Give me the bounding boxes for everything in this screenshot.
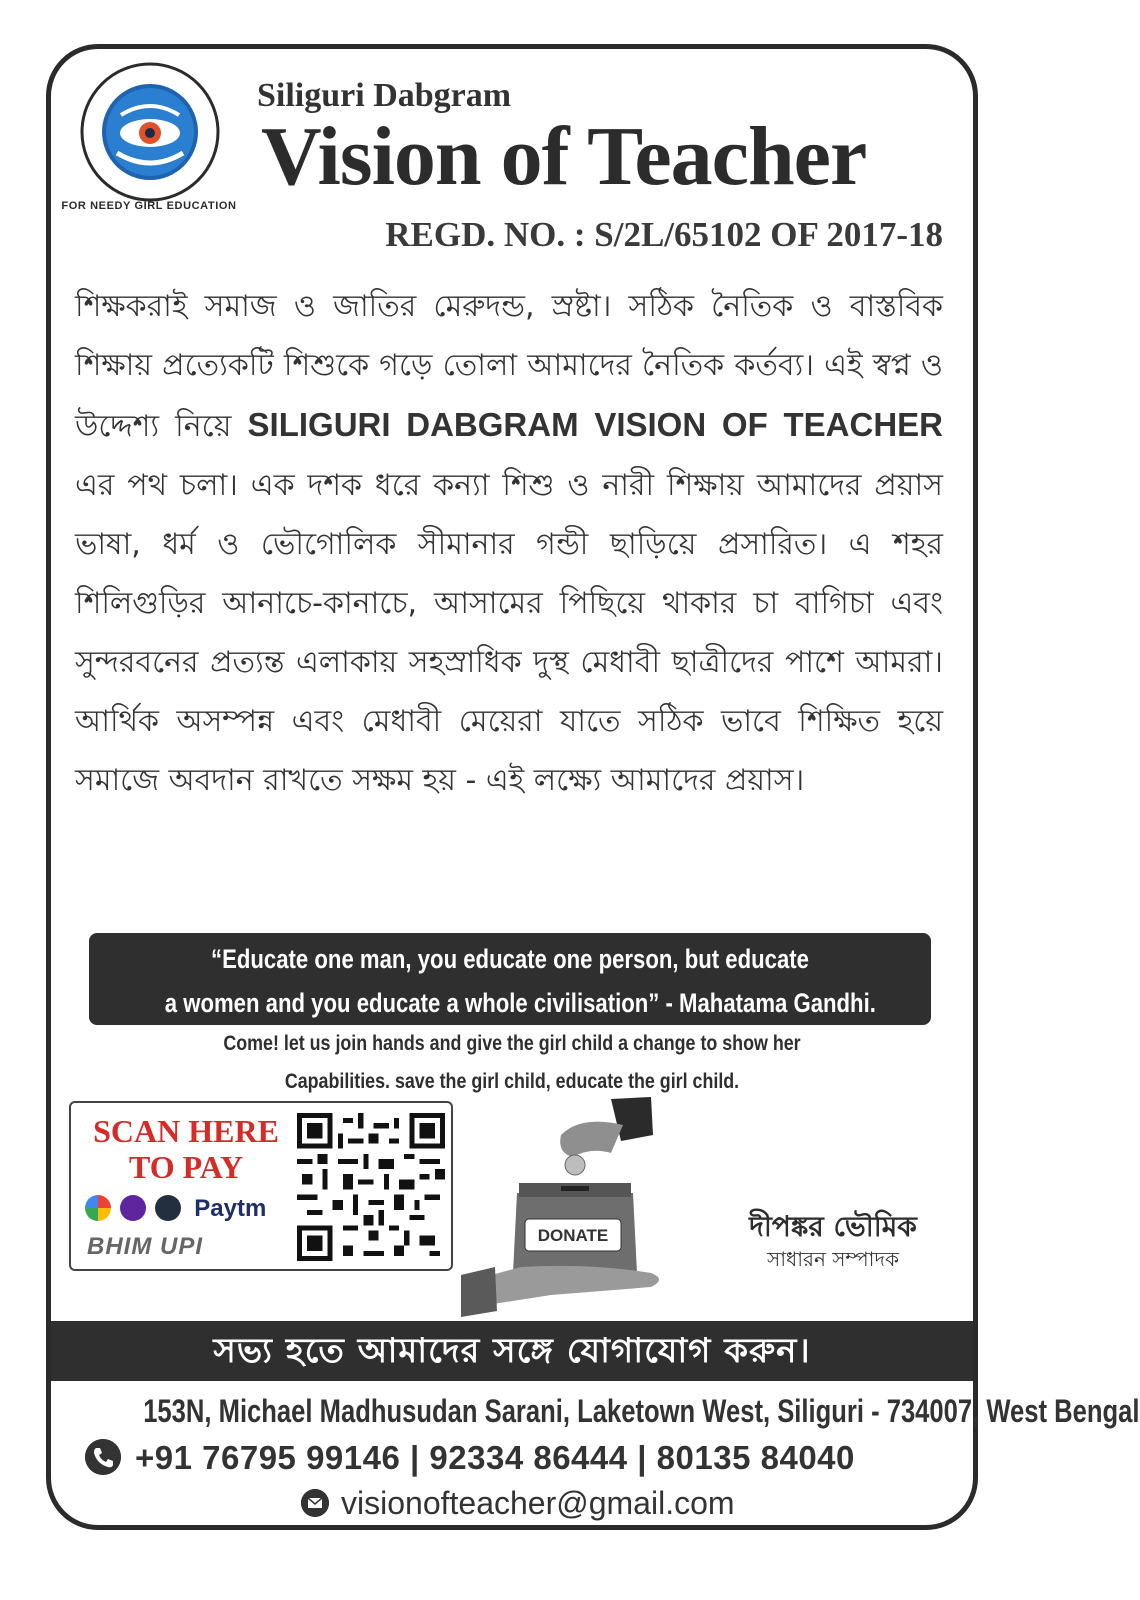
amazon-pay-icon — [155, 1195, 181, 1221]
donate-label: DONATE — [537, 1226, 609, 1245]
google-pay-icon — [85, 1195, 111, 1221]
organization-logo — [79, 61, 221, 203]
mission-text-1: শিক্ষকরাই সমাজ ও জাতির মেরুদন্ড, স্রষ্টা। সঠিক নৈতিক ও বাস্তবিক শিক্ষায় প্রত্যেকটি শিশুকে গড়ে তোলা আমাদের নৈতিক কর্তব্য। এই স্বপ্ন ও উদ্দেশ্য নিয়ে — [75, 289, 943, 444]
organization-title: Vision of Teacher — [261, 110, 867, 203]
phone-icon — [85, 1439, 121, 1475]
address — [51, 1389, 1140, 1433]
address-text: 153N, Michael Madhusudan Sarani, Laketown West, Siliguri - 734007, West Bengal — [143, 1393, 1140, 1429]
mission-text-bold: SILIGURI DABGRAM VISION OF TEACHER — [247, 406, 944, 443]
poster-frame — [46, 44, 1140, 1530]
scan-line-1: SCAN HERE — [93, 1113, 279, 1149]
payment-app-icons — [85, 1195, 285, 1225]
registration-number: REGD. NO. : S/2L/65102 OF 2017-18 — [385, 215, 943, 254]
mail-icon — [301, 1489, 329, 1517]
contact-banner: সভ্য হতে আমাদের সঙ্গে যোগাযোগ করুন। — [51, 1321, 973, 1381]
donation-illustration — [461, 1095, 697, 1319]
signatory-role: সাধারন সম্পাদক — [766, 1247, 899, 1271]
appeal-line-2: Capabilities. save the girl child, educate the girl child. — [284, 1070, 740, 1093]
logo-tagline: FOR NEEDY GIRL EDUCATION — [61, 200, 237, 212]
appeal-text — [51, 1025, 973, 1101]
email-address[interactable]: visionofteacher@gmail.com — [341, 1485, 735, 1521]
signatory-name: দীপঙ্কর ভৌমিক — [749, 1210, 917, 1243]
mission-text-2: এর পথ চলা। এক দশক ধরে কন্যা শিশু ও নারী শিক্ষায় আমাদের প্রয়াস ভাষা, ধর্ম ও ভৌগোলিক সীমানার গন্ডী ছাড়িয়ে প্রসারিত। এ শহর শিলিগুড়ির আনাচে-কানাচে, আসামের পিছিয়ে থাকার চা বাগিচা এবং সুন্দরবনের প্রত্যন্ত এলাকায় সহস্রাধিক দুস্থ মেধাবী ছাত্রীদের পাশে আমরা। আর্থিক অসম্পন্ন এবং মেধাবী মেয়েরা যাতে সঠিক ভাবে শিক্ষিত হয়ে সমাজে অবদান রাখতে সক্ষম হয় - এই লক্ষ্যে আমাদের প্রয়াস। — [75, 468, 943, 798]
phone-numbers — [85, 1435, 945, 1481]
bhim-upi-logo: BHIM UPI — [87, 1233, 203, 1260]
scan-to-pay-label — [91, 1113, 281, 1185]
gandhi-quote-box — [89, 933, 931, 1025]
signatory — [723, 1209, 943, 1273]
phonepe-icon — [120, 1195, 146, 1221]
appeal-line-1: Come! let us join hands and give the girl child a change to show her — [223, 1032, 801, 1055]
mission-paragraph — [75, 277, 943, 810]
phone-list[interactable]: +91 76795 99146 | 92334 86444 | 80135 84040 — [135, 1439, 855, 1476]
qr-code-icon[interactable] — [297, 1113, 445, 1261]
payment-box — [69, 1101, 453, 1271]
paytm-logo: Paytm — [194, 1195, 267, 1222]
quote-line-1: “Educate one man, you educate one person, but educate — [211, 944, 809, 974]
scan-line-2: TO PAY — [128, 1149, 244, 1185]
organization-subtitle: Siliguri Dabgram — [257, 77, 512, 114]
quote-line-2: a women and you educate a whole civilisation” - Mahatama Gandhi. — [164, 988, 876, 1018]
